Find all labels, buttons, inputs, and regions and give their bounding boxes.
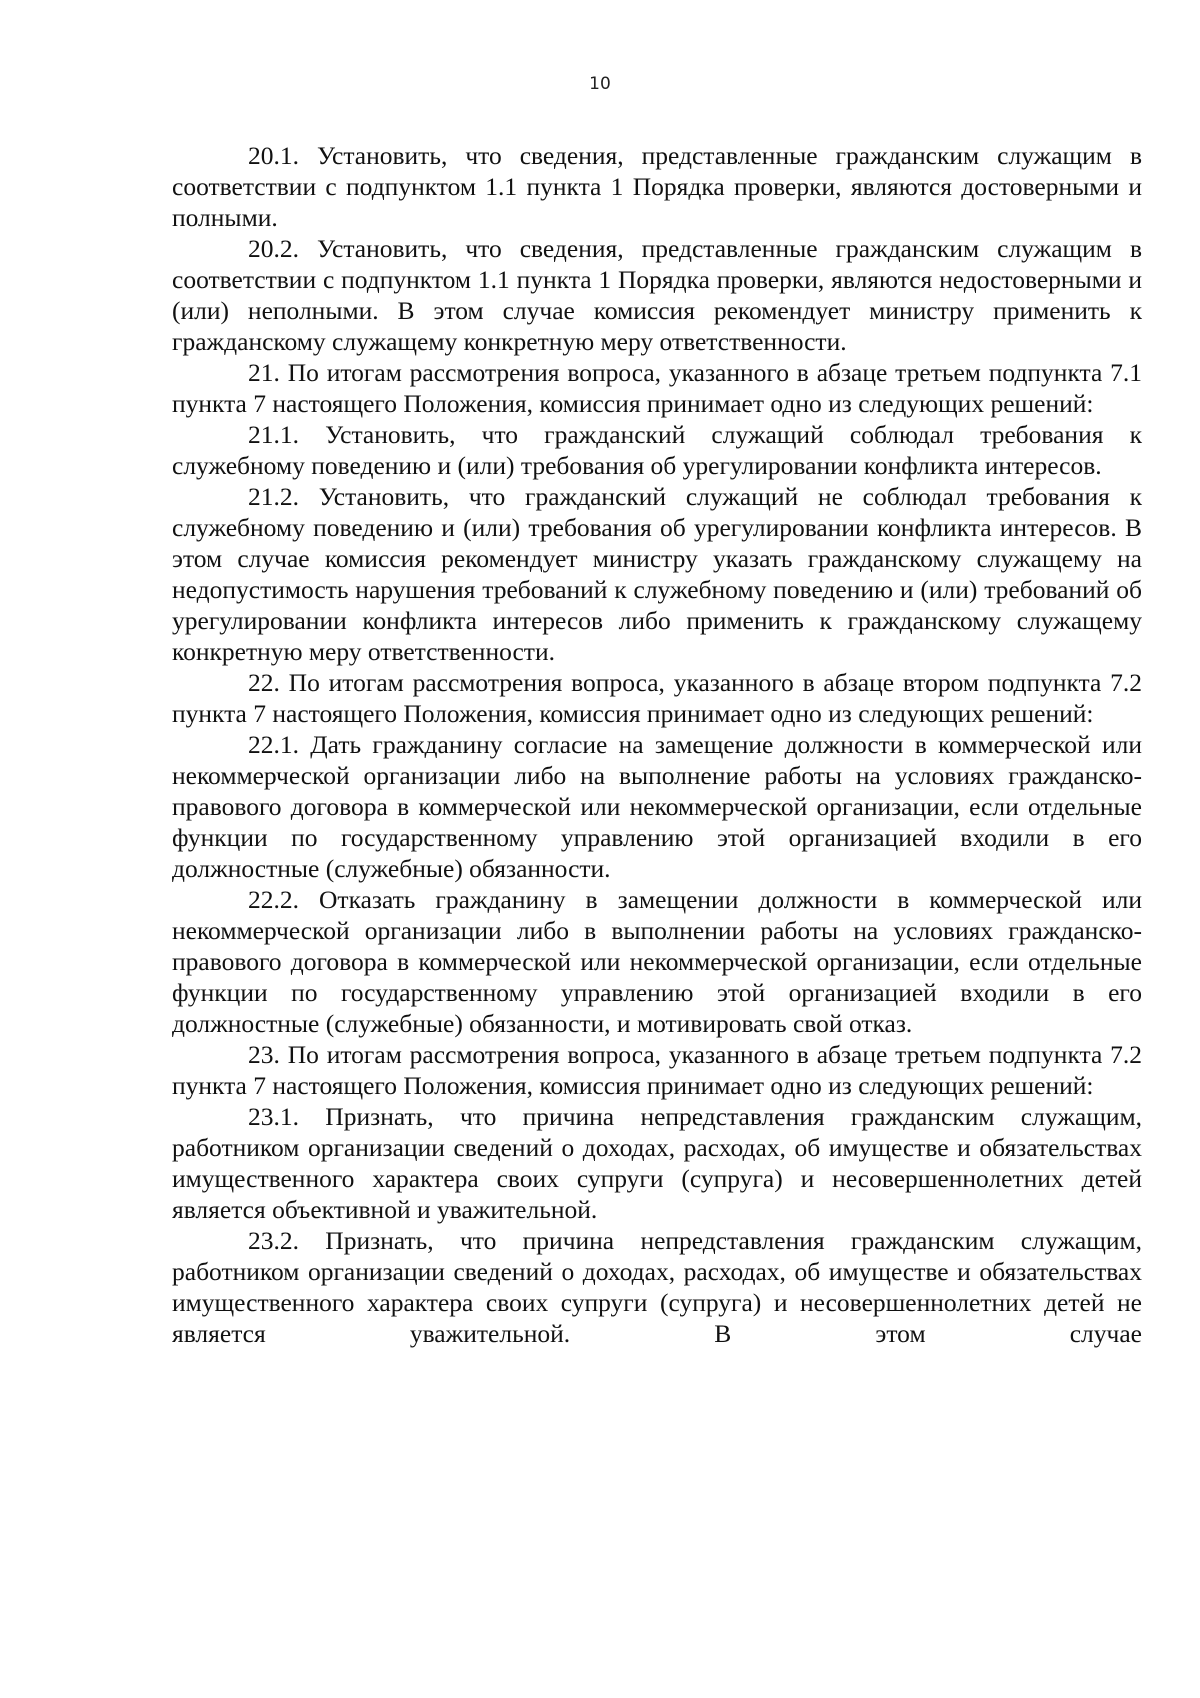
paragraph-23: 23. По итогам рассмотрения вопроса, указанного в абзаце третьем подпункта 7.2 пункта 7 настоящего Положения, комиссия принимает одно из следующих решений: xyxy=(172,1040,1142,1100)
paragraph-22-2: 22.2. Отказать гражданину в замещении должности в коммерческой или некоммерческой организации либо в выполнении работы на условиях гражданско-правового договора в коммерческой или некоммерческой организации, если отдельные функции по государственному управлению этой организацией входили в его должностные (служебные) обязанности, и мотивировать свой отказ. xyxy=(172,885,1142,1038)
paragraph-21-1: 21.1. Установить, что гражданский служащий соблюдал требования к служебному поведению и (или) требования об урегулировании конфликта интересов. xyxy=(172,420,1142,480)
paragraph-20-1: 20.1. Установить, что сведения, представленные гражданским служащим в соответствии с подпунктом 1.1 пункта 1 Порядка проверки, являются достоверными и полными. xyxy=(172,141,1142,232)
paragraph-20-2: 20.2. Установить, что сведения, представленные гражданским служащим в соответствии с подпунктом 1.1 пункта 1 Порядка проверки, являются недостоверными и (или) неполными. В этом случае комиссия рекомендует министру применить к гражданскому служащему конкретную меру ответственности. xyxy=(172,234,1142,356)
paragraph-21: 21. По итогам рассмотрения вопроса, указанного в абзаце третьем подпункта 7.1 пункта 7 настоящего Положения, комиссия принимает одно из следующих решений: xyxy=(172,358,1142,418)
paragraph-23-2: 23.2. Признать, что причина непредставления гражданским служащим, работником организации сведений о доходах, расходах, об имуществе и обязательствах имущественного характера своих супруги (супруга) и несовершеннолетних детей не является уважительной. В этом случае xyxy=(172,1226,1142,1348)
paragraph-21-2: 21.2. Установить, что гражданский служащий не соблюдал требования к служебному поведению и (или) требования об урегулировании конфликта интересов. В этом случае комиссия рекомендует министру указать гражданскому служащему на недопустимость нарушения требований к служебному поведению и (или) требований об урегулировании конфликта интересов либо применить к гражданскому служащему конкретную меру ответственности. xyxy=(172,482,1142,666)
document-body xyxy=(172,140,1142,1349)
paragraph-22-1: 22.1. Дать гражданину согласие на замещение должности в коммерческой или некоммерческой организации либо на выполнение работы на условиях гражданско-правового договора в коммерческой или некоммерческой организации, если отдельные функции по государственному управлению этой организацией входили в его должностные (служебные) обязанности. xyxy=(172,730,1142,883)
paragraph-23-1: 23.1. Признать, что причина непредставления гражданским служащим, работником организации сведений о доходах, расходах, об имуществе и обязательствах имущественного характера своих супруги (супруга) и несовершеннолетних детей является объективной и уважительной. xyxy=(172,1102,1142,1224)
page-number: 10 xyxy=(589,74,611,94)
paragraph-22: 22. По итогам рассмотрения вопроса, указанного в абзаце втором подпункта 7.2 пункта 7 настоящего Положения, комиссия принимает одно из следующих решений: xyxy=(172,668,1142,728)
